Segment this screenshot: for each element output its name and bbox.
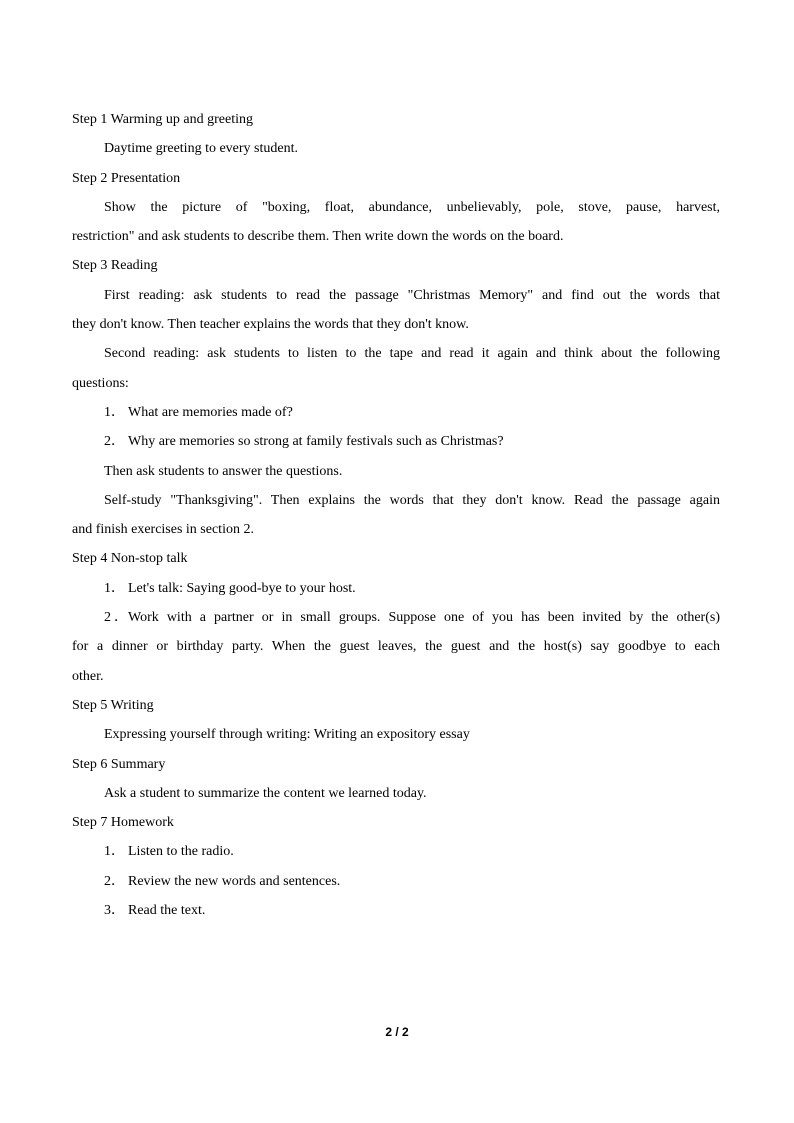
item-2-text-line-1: Work with a partner or in small groups. Suppose one of you has been invited by the other(s) (128, 610, 720, 626)
homework-2-number: 2． (104, 873, 125, 889)
homework-item-2 (72, 867, 720, 896)
step-2-heading: Step 2 Presentation (72, 170, 181, 186)
step-5-heading: Step 5 Writing (72, 697, 154, 713)
step-1-heading: Step 1 Warming up and greeting (72, 112, 253, 127)
step-3-question-1 (72, 398, 720, 427)
step-3-question-2 (72, 427, 720, 456)
question-1-number: 1． (104, 404, 125, 420)
item-1-text: Let's talk: Saying good-bye to your host. (128, 580, 356, 596)
step-3-first-reading-line-1: First reading: ask students to read the passage "Christmas Memory" and find out the words that (104, 287, 720, 303)
step-4-item-1 (72, 574, 720, 603)
step-3-answer-text: Then ask students to answer the questions. (104, 463, 343, 479)
question-1-text: What are memories made of? (128, 404, 293, 420)
question-2-text: Why are memories so strong at family festivals such as Christmas? (128, 434, 504, 450)
step-3-self-study-line-1: Self-study "Thanksgiving". Then explains the words that they don't know. Read the passage again (104, 492, 720, 508)
step-7-heading: Step 7 Homework (72, 815, 174, 831)
step-3-heading: Step 3 Reading (72, 258, 158, 274)
page-number: 2 / 2 (385, 1025, 409, 1039)
homework-1-number: 1． (104, 844, 125, 860)
step-4-item-2-line-3: other. (72, 668, 104, 684)
step-2-para-line-2: restriction" and ask students to describe them. Then write down the words on the board. (72, 229, 564, 245)
item-2-number: 2． (104, 610, 128, 626)
step-3-second-reading-line-2: questions: (72, 375, 129, 391)
step-3-second-reading-line-1: Second reading: ask students to listen to the tape and read it again and think about the following (104, 346, 720, 362)
homework-3-text: Read the text. (128, 903, 206, 919)
homework-2-text: Review the new words and sentences. (128, 873, 341, 889)
homework-1-text: Listen to the radio. (128, 844, 234, 860)
step-6-heading: Step 6 Summary (72, 756, 166, 772)
step-5-text: Expressing yourself through writing: Writing an expository essay (104, 727, 470, 743)
homework-item-1 (72, 837, 720, 866)
step-4-item-2-line-1 (72, 603, 720, 632)
document-body (72, 105, 720, 925)
step-3-first-reading-line-2: they don't know. Then teacher explains the words that they don't know. (72, 317, 469, 333)
homework-item-3 (72, 896, 720, 925)
step-1-text: Daytime greeting to every student. (104, 141, 298, 157)
homework-3-number: 3． (104, 903, 125, 919)
item-1-number: 1． (104, 580, 125, 596)
step-2-para-line-1: Show the picture of "boxing, float, abundance, unbelievably, pole, stove, pause, harvest, (104, 199, 720, 215)
step-4-item-2-line-2: for a dinner or birthday party. When the guest leaves, the guest and the host(s) say goodbye to each (72, 639, 720, 655)
question-2-number: 2． (104, 434, 125, 450)
step-6-text: Ask a student to summarize the content we learned today. (104, 785, 427, 801)
step-3-self-study-line-2: and finish exercises in section 2. (72, 522, 254, 538)
step-4-heading: Step 4 Non-stop talk (72, 551, 188, 567)
